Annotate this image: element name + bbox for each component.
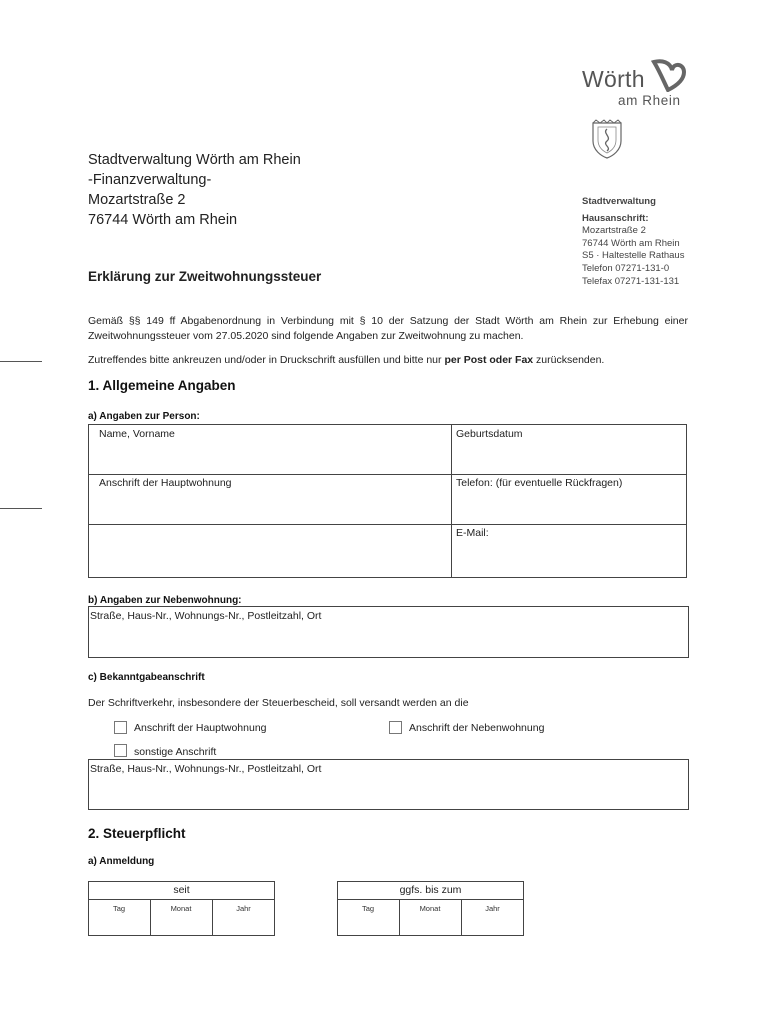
checkbox-secondary-address-label: Anschrift der Nebenwohnung [409,722,545,734]
until-month-label: Monat [419,904,441,913]
since-year-label: Jahr [236,904,251,913]
until-date-header-line [337,899,524,900]
instruction-bold: per Post oder Fax [444,354,534,366]
since-month-label: Monat [170,904,192,913]
intro-paragraph: Gemäß §§ 149 ff Abgabenordnung in Verbindung mit § 10 der Satzung der Stadt Wörth am Rhein zur Erhebung einer Zweitwohnungssteuer vom 27.05.2020 sind folgende Angaben zur Zweitwohnung zu machen. [88,315,688,342]
section-1a-heading: a) Angaben zur Person: [88,411,200,422]
address-line-1: Stadtverwaltung Wörth am Rhein [88,152,301,168]
address-line-3: Mozartstraße 2 [88,192,186,208]
instruction-end: zurücksenden. [533,354,605,366]
since-date-header-line [88,899,275,900]
fold-mark-top [0,361,42,362]
section-1c-heading: c) Bekanntgabeanschrift [88,672,205,683]
person-table-row-line-2 [88,524,687,525]
checkbox-other-address[interactable] [114,744,127,757]
sidebar-info [582,196,684,288]
secondary-residence-label: Straße, Haus-Nr., Wohnungs-Nr., Postleitzahl, Ort [90,610,322,622]
sidebar-fax: Telefax 07271-131-131 [582,275,680,287]
checkbox-secondary-address[interactable] [389,721,402,734]
person-table-row-line-1 [88,474,687,475]
section-1-heading: 1. Allgemeine Angaben [88,378,236,393]
until-label: ggfs. bis zum [399,884,462,896]
since-label: seit [173,884,190,896]
sidebar-org: Stadtverwaltung [582,196,656,207]
logo-subtitle: am Rhein [618,93,681,108]
section-2a-heading: a) Anmeldung [88,856,155,867]
checkbox-main-address[interactable] [114,721,127,734]
birthdate-field-label: Geburtsdatum [456,428,523,440]
checkbox-other-address-label: sonstige Anschrift [134,746,217,758]
fold-mark-bottom [0,508,42,509]
sidebar-city: 76744 Wörth am Rhein [582,237,680,249]
phone-field-label: Telefon: (für eventuelle Rückfragen) [456,477,623,489]
document-title: Erklärung zur Zweitwohnungssteuer [88,269,322,284]
logo-heart-icon [648,58,688,92]
person-table-divider [451,424,452,578]
since-day-label: Tag [112,904,126,913]
address-line-4: 76744 Wörth am Rhein [88,212,238,228]
until-day-label: Tag [361,904,375,913]
address-line-2: -Finanzverwaltung- [88,172,212,188]
section-1b-heading: b) Angaben zur Nebenwohnung: [88,595,242,606]
delivery-text: Der Schriftverkehr, insbesondere der Steuerbescheid, soll versandt werden an die [88,697,469,709]
person-table [88,424,687,578]
sidebar-phone: Telefon 07271-131-0 [582,262,670,274]
city-crest-icon [590,119,624,159]
sidebar-stop: S5 · Haltestelle Rathaus [582,250,685,262]
logo-wordmark: Wörth [582,66,645,92]
until-year-label: Jahr [485,904,500,913]
section-2-heading: 2. Steuerpflicht [88,826,186,841]
sidebar-heading: Hausanschrift: [582,212,649,224]
other-address-label: Straße, Haus-Nr., Wohnungs-Nr., Postleitzahl, Ort [90,763,322,775]
instruction-paragraph [88,354,604,366]
instruction-text: Zutreffendes bitte ankreuzen und/oder in Druckschrift ausfüllen und bitte nur [88,354,445,366]
checkbox-main-address-label: Anschrift der Hauptwohnung [134,722,267,734]
sidebar-street: Mozartstraße 2 [582,225,646,237]
email-field-label: E-Mail: [456,527,489,539]
name-field-label: Name, Vorname [99,428,175,440]
main-address-field-label: Anschrift der Hauptwohnung [99,477,232,489]
